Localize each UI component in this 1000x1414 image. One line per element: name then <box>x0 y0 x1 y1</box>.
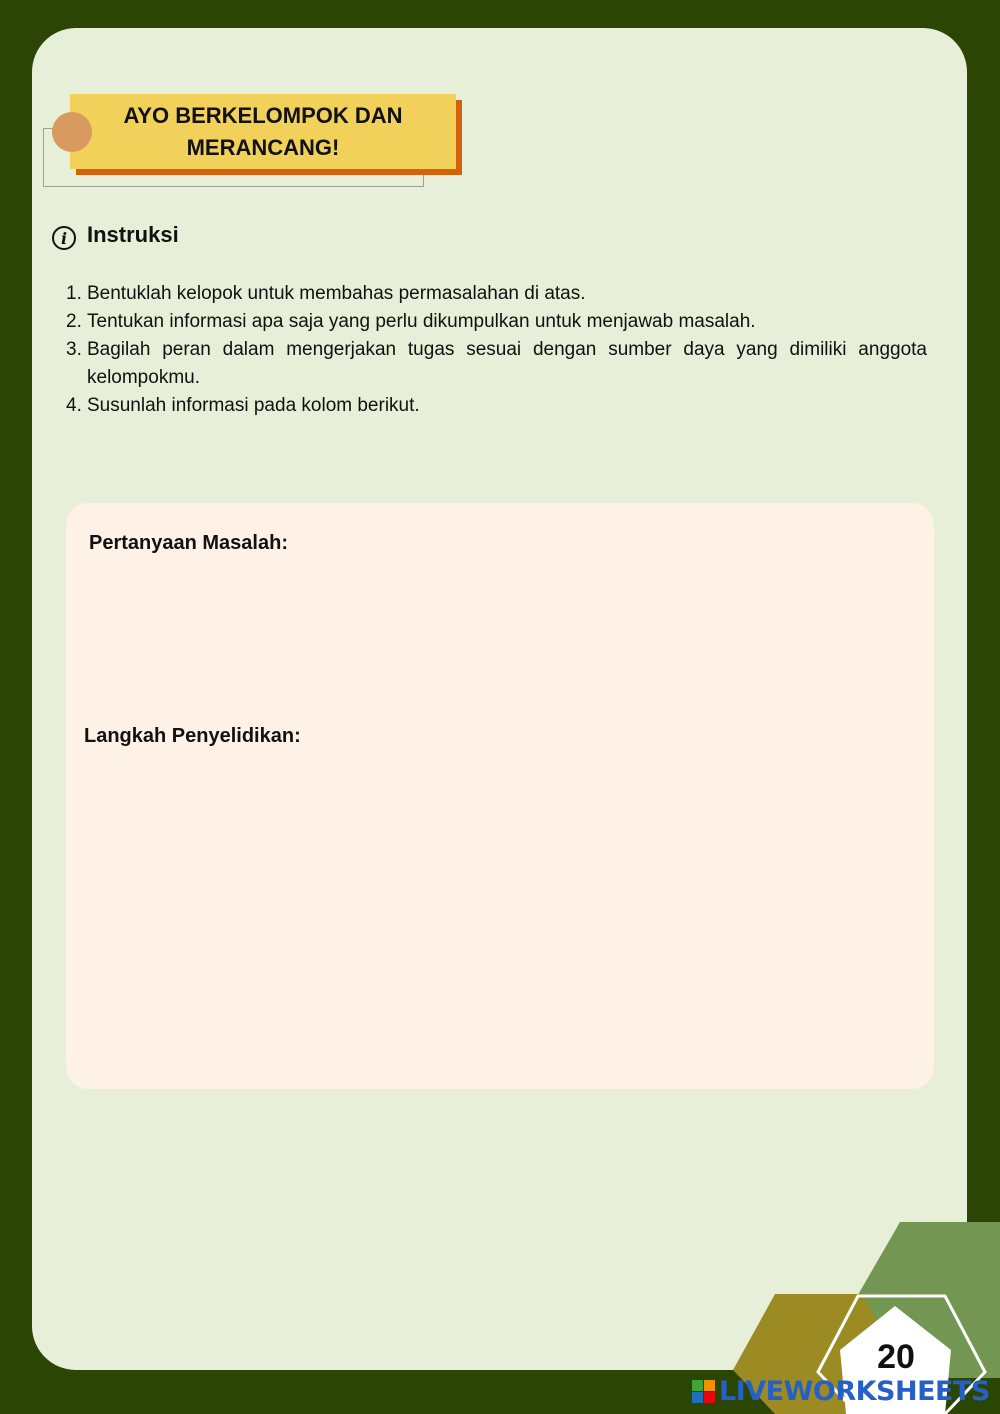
item-number: 4. <box>66 395 82 416</box>
liveworksheets-watermark <box>692 1376 990 1407</box>
item-number: 3. <box>66 339 82 360</box>
info-icon: i <box>52 226 76 250</box>
liveworksheets-logo-icon <box>692 1380 715 1403</box>
investigation-steps-label: Langkah Penyelidikan: <box>84 725 301 747</box>
item-text: Bagilah peran dalam mengerjakan tugas sesuai dengan sumber daya yang dimiliki anggota kelompokmu. <box>87 339 927 388</box>
page-title: AYO BERKELOMPOK DAN MERANCANG! <box>123 102 403 160</box>
item-number: 2. <box>66 311 82 332</box>
item-text: Susunlah informasi pada kolom berikut. <box>87 395 420 416</box>
item-number: 1. <box>66 283 82 304</box>
item-text: Bentuklah kelopok untuk membahas permasalahan di atas. <box>87 283 586 304</box>
question-label: Pertanyaan Masalah: <box>89 532 288 554</box>
instructions-heading: Instruksi <box>87 222 179 247</box>
page-number: 20 <box>877 1338 915 1376</box>
watermark-text: LIVEWORKSHEETS <box>719 1376 990 1407</box>
item-text: Tentukan informasi apa saja yang perlu dikumpulkan untuk menjawab masalah. <box>87 311 756 332</box>
